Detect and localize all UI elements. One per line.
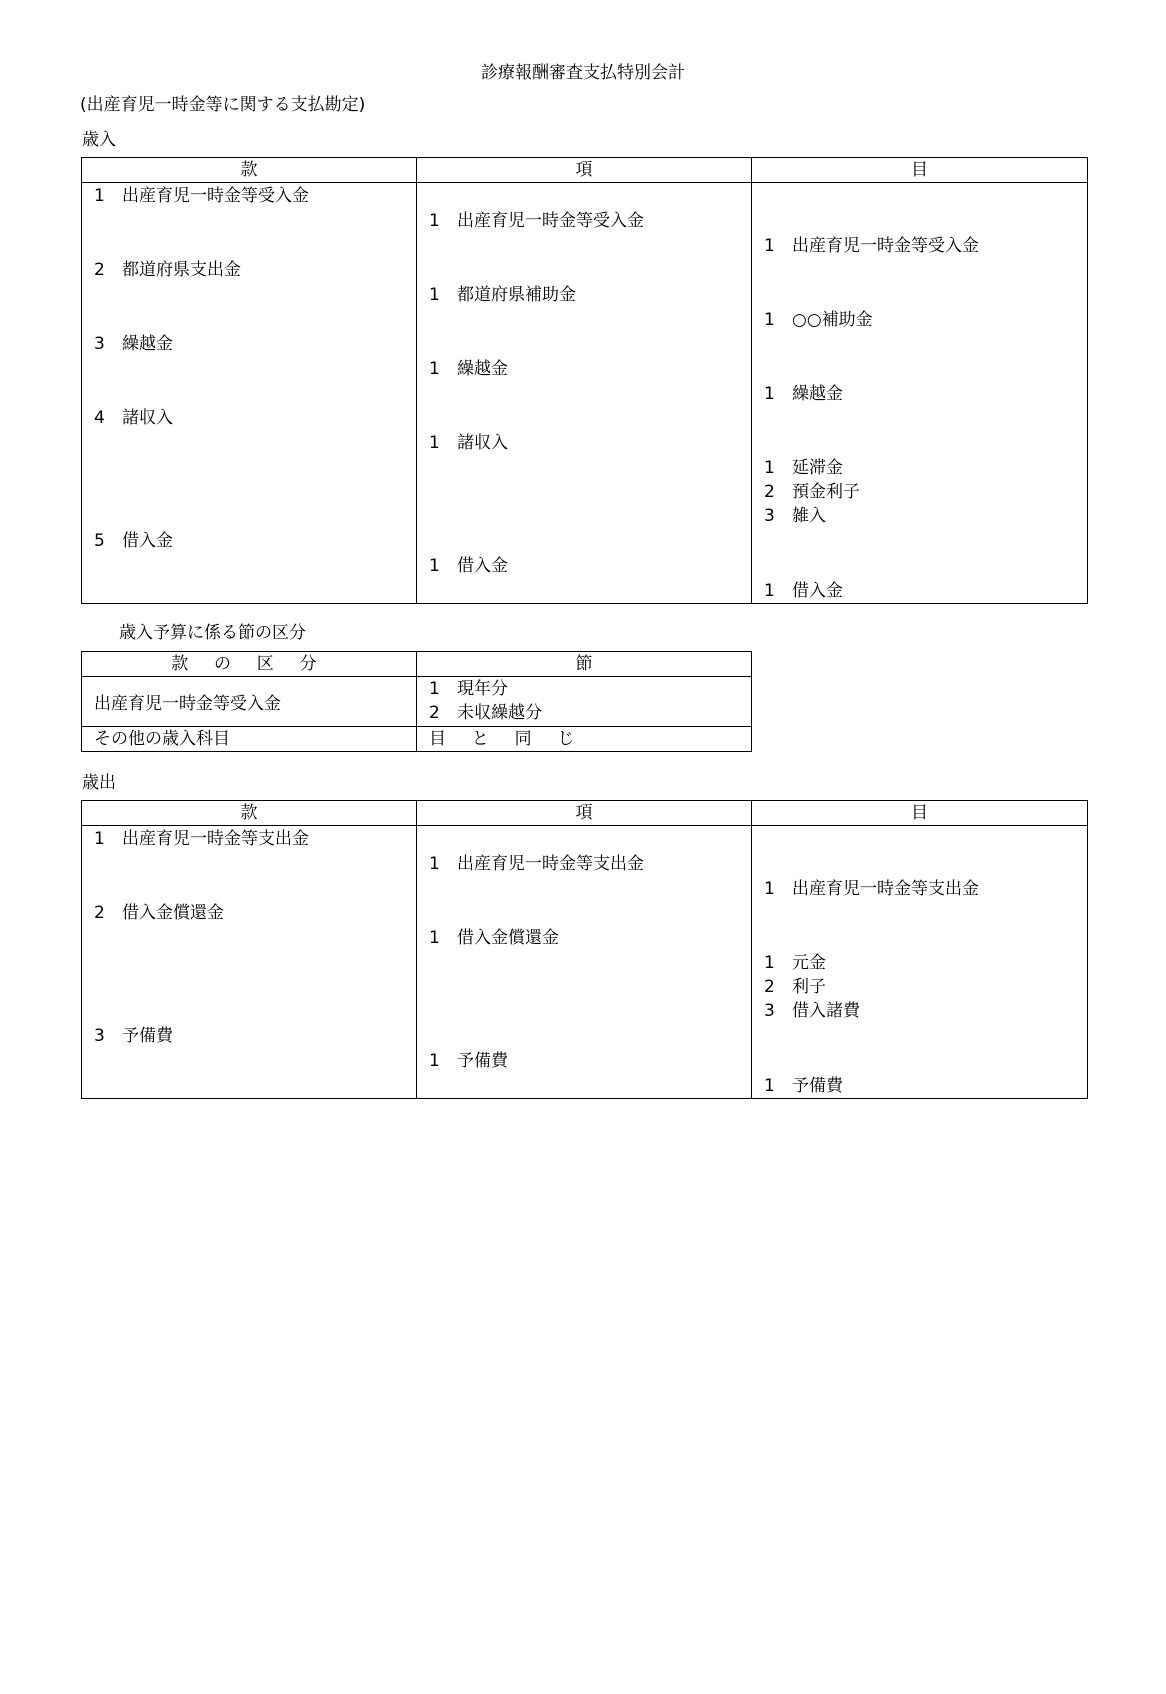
list-item: 1 借入金償還金: [429, 928, 559, 948]
setsu-heading: 歳入予算に係る節の区分: [119, 623, 306, 643]
document-subtitle: (出産育児一時金等に関する支払勘定): [80, 95, 366, 115]
expenditure-kan-cell: [82, 826, 417, 1099]
list-item: 4 諸収入: [94, 408, 173, 428]
list-item: 3 雑入: [764, 506, 826, 526]
list-item: 1 出産育児一時金等受入金: [764, 236, 979, 256]
list-item: 1 元金: [764, 953, 826, 973]
list-item: 1 出産育児一時金等支出金: [94, 829, 309, 849]
list-item: 3 予備費: [94, 1026, 173, 1046]
expenditure-col-moku: 目: [752, 801, 1088, 826]
list-item: 2 預金利子: [764, 482, 860, 502]
setsu-col-setsu: 節: [417, 652, 752, 677]
list-item: 1 予備費: [764, 1076, 843, 1096]
list-item: 1 延滞金: [764, 458, 843, 478]
list-item: 5 借入金: [94, 531, 173, 551]
list-item: 2 都道府県支出金: [94, 260, 241, 280]
list-item: 1 出産育児一時金等受入金: [94, 186, 309, 206]
revenue-col-kou: 項: [417, 158, 752, 183]
setsu-col-kan: 款 の 区 分: [82, 652, 417, 677]
list-item: 1 都道府県補助金: [429, 285, 576, 305]
setsu-table: [81, 651, 752, 752]
list-item: 1 繰越金: [429, 359, 508, 379]
list-item: 3 借入諸費: [764, 1001, 860, 1021]
setsu-row2-label: その他の歳入科目: [82, 727, 417, 752]
revenue-kou-cell: [417, 183, 752, 604]
expenditure-moku-cell: [752, 826, 1088, 1099]
list-item: 2 借入金償還金: [94, 903, 224, 923]
revenue-heading: 歳入: [82, 130, 116, 150]
list-item: 3 繰越金: [94, 334, 173, 354]
setsu-row1-label: 出産育児一時金等受入金: [82, 677, 417, 727]
setsu-row2-value: 目 と 同 じ: [417, 727, 752, 752]
list-item: 1 出産育児一時金等支出金: [429, 854, 644, 874]
list-item: 1 繰越金: [764, 384, 843, 404]
list-item: 1 借入金: [764, 581, 843, 601]
expenditure-col-kan: 款: [82, 801, 417, 826]
list-item: 1 現年分: [429, 679, 508, 699]
revenue-kan-cell: [82, 183, 417, 604]
revenue-col-kan: 款: [82, 158, 417, 183]
list-item: 1 出産育児一時金等支出金: [764, 879, 979, 899]
list-item: 1 借入金: [429, 556, 508, 576]
expenditure-kou-cell: [417, 826, 752, 1099]
list-item: 1 出産育児一時金等受入金: [429, 211, 644, 231]
document-title: 診療報酬審査支払特別会計: [481, 63, 685, 83]
list-item: 2 未収繰越分: [429, 703, 542, 723]
revenue-moku-cell: [752, 183, 1088, 604]
list-item: 1 予備費: [429, 1051, 508, 1071]
expenditure-col-kou: 項: [417, 801, 752, 826]
list-item: 1 ○○補助金: [764, 310, 873, 330]
list-item: 2 利子: [764, 977, 826, 997]
revenue-col-moku: 目: [752, 158, 1088, 183]
expenditure-heading: 歳出: [82, 773, 116, 793]
setsu-row1-items: [417, 677, 752, 727]
list-item: 1 諸収入: [429, 433, 508, 453]
expenditure-table: [81, 800, 1088, 1099]
revenue-table: [81, 157, 1088, 604]
